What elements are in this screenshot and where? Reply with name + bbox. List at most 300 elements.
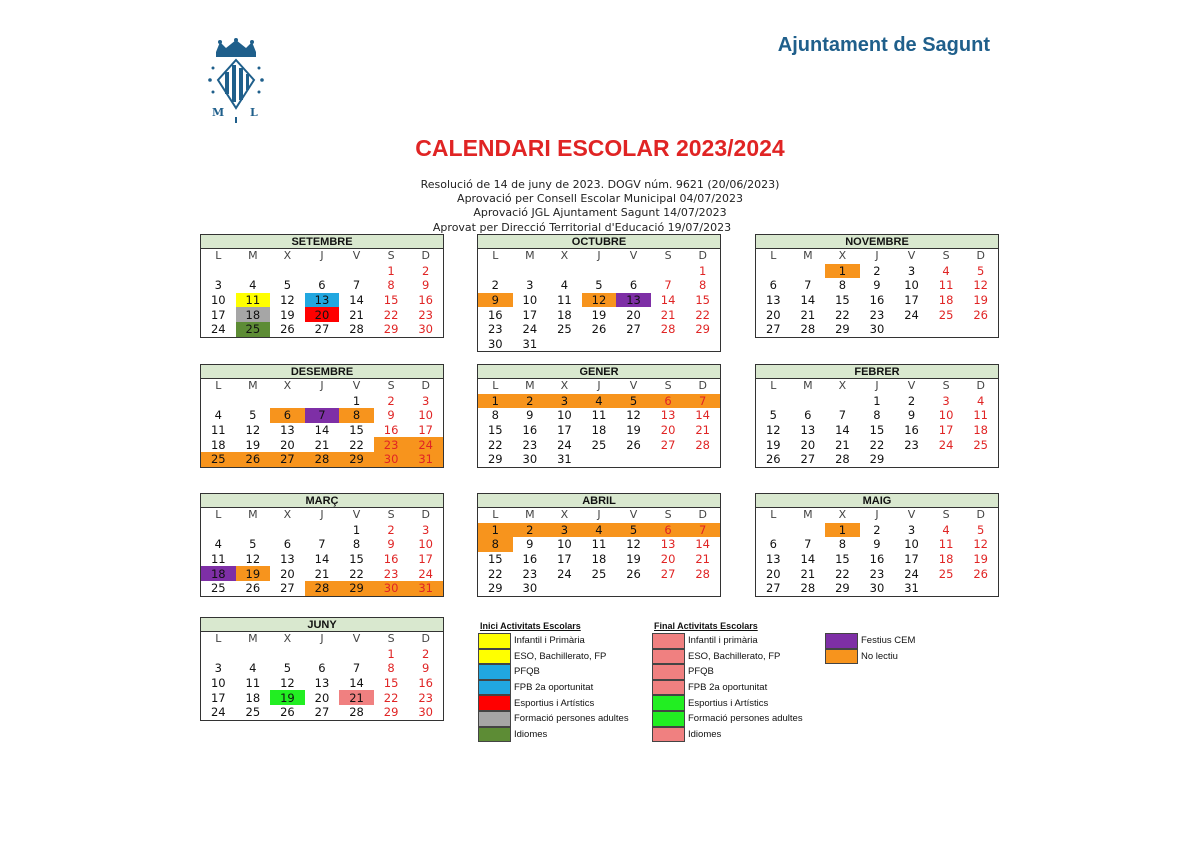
day-cell: 23 — [904, 437, 919, 452]
month-calendar — [200, 364, 444, 468]
day-cell: 12 — [973, 537, 988, 552]
day-cell: 30 — [869, 581, 885, 596]
weekday-header: X — [560, 379, 569, 393]
day-cell: 19 — [626, 423, 641, 438]
day-cell: 24 — [904, 566, 919, 581]
month-name: NOVEMBRE — [756, 235, 998, 249]
empty-cell — [305, 264, 340, 279]
weekday-header: J — [320, 632, 324, 646]
month-name: GENER — [478, 365, 720, 379]
day-cell: 1 — [387, 263, 395, 278]
day-cell: 7 — [685, 394, 720, 409]
legend-item — [478, 633, 585, 649]
day-cell: 13 — [765, 552, 781, 567]
month-calendar — [200, 493, 444, 597]
day-cell: 10 — [210, 676, 226, 691]
day-cell: 27 — [800, 452, 816, 467]
weekday-header: S — [387, 249, 395, 263]
month-name: SETEMBRE — [201, 235, 443, 249]
empty-cell — [791, 394, 826, 409]
day-cell: 16 — [522, 423, 538, 438]
day-cell: 20 — [314, 690, 330, 705]
legend-end-title: Final Activitats Escolars — [654, 621, 758, 631]
day-cell: 29 — [339, 452, 374, 467]
weekday-header: X — [283, 508, 292, 522]
month-calendar — [755, 234, 999, 338]
subtitle-line-1: Resolució de 14 de juny de 2023. DOGV núm. 9621 (20/06/2023) — [420, 178, 780, 191]
empty-cell — [201, 394, 236, 409]
day-cell: 3 — [907, 263, 916, 278]
weekday-header: X — [283, 249, 292, 263]
day-cell: 27 — [626, 322, 641, 337]
day-cell: 5 — [283, 278, 292, 293]
legend-swatch — [825, 633, 858, 649]
empty-cell — [236, 523, 271, 538]
day-cell: 24 — [408, 437, 443, 452]
day-cell: 21 — [835, 437, 850, 452]
month-name: JUNY — [201, 618, 443, 632]
day-cell: 19 — [973, 293, 988, 308]
day-cell: 1 — [825, 264, 860, 279]
day-cell: 14 — [349, 293, 364, 308]
day-cell: 21 — [339, 690, 374, 705]
day-cell: 6 — [629, 278, 638, 293]
day-cell: 12 — [280, 676, 295, 691]
day-cell: 2 — [387, 522, 395, 537]
legend-item — [652, 633, 758, 649]
weekday-header: L — [215, 632, 222, 646]
day-cell: 1 — [352, 393, 361, 408]
day-cell: 27 — [270, 452, 305, 467]
day-cell: 24 — [938, 437, 954, 452]
legend-item — [652, 649, 780, 665]
day-cell: 26 — [280, 705, 295, 720]
day-cell: 20 — [626, 307, 641, 322]
month-name: MAIG — [756, 494, 998, 508]
day-cell: 22 — [487, 437, 503, 452]
day-cell: 21 — [695, 423, 710, 438]
day-cell: 8 — [352, 537, 361, 552]
day-cell: 10 — [418, 537, 433, 552]
day-cell: 1 — [387, 646, 395, 661]
day-cell: 27 — [314, 705, 330, 720]
weekday-header: V — [352, 379, 361, 393]
weekday-header: V — [629, 508, 638, 522]
weekday-header: L — [770, 379, 777, 393]
day-cell: 3 — [214, 278, 222, 293]
day-cell: 15 — [487, 423, 503, 438]
legend-label: Formació persones adultes — [688, 713, 803, 725]
day-cell: 11 — [591, 537, 607, 552]
day-cell: 18 — [973, 423, 988, 438]
day-cell: 9 — [907, 408, 916, 423]
day-cell: 2 — [513, 394, 548, 409]
day-cell: 14 — [695, 408, 710, 423]
day-cell: 21 — [314, 566, 330, 581]
day-cell: 26 — [236, 452, 271, 467]
weekday-header: L — [215, 379, 222, 393]
day-cell: 25 — [591, 437, 607, 452]
day-cell: 9 — [387, 537, 395, 552]
day-cell: 8 — [873, 408, 881, 423]
logo-letter-m: M — [212, 106, 225, 119]
weekday-header: D — [698, 249, 707, 263]
legend-swatch — [825, 649, 858, 665]
day-cell: 29 — [869, 452, 885, 467]
day-cell: 13 — [305, 293, 340, 308]
empty-cell — [791, 264, 826, 279]
day-cell: 21 — [800, 566, 816, 581]
day-cell: 1 — [825, 523, 860, 538]
day-cell: 12 — [973, 278, 988, 293]
day-cell: 5 — [249, 408, 257, 423]
day-cell: 8 — [478, 537, 513, 552]
legend-label: Infantil i Primària — [514, 635, 585, 647]
empty-cell — [651, 337, 686, 352]
empty-cell — [339, 647, 374, 662]
empty-cell — [236, 264, 271, 279]
page-title: CALENDARI ESCOLAR 2023/2024 — [415, 135, 785, 161]
day-cell: 29 — [339, 581, 374, 596]
day-cell: 16 — [418, 293, 433, 308]
weekday-header: M — [803, 249, 813, 263]
month-name: FEBRER — [756, 365, 998, 379]
empty-cell — [201, 264, 236, 279]
empty-cell — [201, 647, 236, 662]
day-cell: 3 — [422, 522, 430, 537]
day-cell: 15 — [869, 423, 885, 438]
day-cell: 19 — [236, 566, 271, 581]
day-cell: 2 — [422, 646, 430, 661]
weekday-header: M — [803, 379, 813, 393]
weekday-header: D — [976, 249, 985, 263]
day-cell: 17 — [522, 307, 538, 322]
day-cell: 4 — [214, 537, 222, 552]
month-name: MARÇ — [201, 494, 443, 508]
weekday-header: L — [215, 508, 222, 522]
day-cell: 25 — [210, 581, 226, 596]
legend-item — [478, 695, 594, 711]
weekday-header: V — [629, 379, 638, 393]
weekday-header: S — [387, 379, 395, 393]
day-cell: 7 — [664, 278, 672, 293]
day-cell: 5 — [977, 522, 985, 537]
day-cell: 6 — [283, 537, 292, 552]
empty-cell — [305, 394, 340, 409]
day-cell: 16 — [869, 293, 885, 308]
day-cell: 19 — [626, 552, 641, 567]
day-cell: 5 — [616, 394, 651, 409]
legend-label: ESO, Bachillerato, FP — [688, 650, 781, 662]
subtitle-line-4: Aprovat per Direcció Territorial d'Educació 19/07/2023 — [432, 221, 732, 234]
empty-cell — [513, 264, 548, 279]
day-cell: 4 — [942, 263, 950, 278]
empty-cell — [685, 452, 720, 467]
day-cell: 10 — [938, 408, 954, 423]
day-cell: 22 — [835, 566, 850, 581]
day-cell: 9 — [422, 661, 430, 676]
day-cell: 16 — [383, 423, 399, 438]
empty-cell — [929, 452, 964, 467]
day-cell: 5 — [977, 263, 985, 278]
day-cell: 18 — [245, 690, 261, 705]
day-cell: 13 — [800, 423, 816, 438]
day-cell: 8 — [387, 278, 395, 293]
day-cell: 20 — [765, 307, 781, 322]
day-cell: 28 — [660, 322, 676, 337]
day-cell: 25 — [938, 307, 954, 322]
day-cell: 22 — [695, 307, 710, 322]
legend-swatch — [652, 711, 685, 727]
empty-cell — [825, 394, 860, 409]
day-cell: 3 — [907, 522, 916, 537]
weekday-header: V — [907, 508, 916, 522]
legend-swatch — [652, 633, 685, 649]
day-cell: 20 — [305, 307, 340, 322]
legend-swatch — [652, 649, 685, 665]
day-cell: 1 — [873, 393, 881, 408]
empty-cell — [616, 337, 651, 352]
month-calendar — [755, 364, 999, 468]
legend-label: Idiomes — [514, 728, 548, 740]
day-cell: 25 — [973, 437, 988, 452]
weekday-header: S — [387, 632, 395, 646]
weekday-header: J — [320, 379, 324, 393]
day-cell: 2 — [387, 393, 395, 408]
empty-cell — [270, 394, 305, 409]
day-cell: 11 — [938, 278, 954, 293]
day-cell: 15 — [349, 552, 364, 567]
day-cell: 18 — [236, 307, 271, 322]
day-cell: 28 — [695, 437, 710, 452]
weekday-header: L — [770, 508, 777, 522]
day-cell: 12 — [245, 552, 261, 567]
weekday-header: D — [421, 632, 430, 646]
weekday-header: X — [283, 632, 292, 646]
empty-cell — [929, 322, 964, 337]
day-cell: 21 — [800, 307, 816, 322]
day-cell: 14 — [349, 676, 364, 691]
day-cell: 3 — [526, 278, 534, 293]
day-cell: 30 — [418, 705, 433, 720]
day-cell: 11 — [938, 537, 954, 552]
weekday-header: M — [248, 249, 258, 263]
day-cell: 7 — [685, 523, 720, 538]
day-cell: 16 — [522, 552, 538, 567]
day-cell: 23 — [383, 566, 399, 581]
day-cell: 18 — [201, 566, 236, 581]
weekday-header: M — [525, 249, 535, 263]
empty-cell — [339, 264, 374, 279]
empty-cell — [305, 523, 340, 538]
day-cell: 15 — [835, 293, 850, 308]
day-cell: 6 — [651, 394, 686, 409]
weekday-header: M — [248, 379, 258, 393]
day-cell: 20 — [660, 423, 676, 438]
day-cell: 13 — [660, 408, 676, 423]
legend-label: FPB 2a oportunitat — [514, 682, 594, 694]
day-cell: 8 — [339, 408, 374, 423]
day-cell: 22 — [869, 437, 885, 452]
weekday-header: J — [875, 508, 879, 522]
month-calendar — [477, 364, 721, 468]
day-cell: 6 — [270, 408, 305, 423]
day-cell: 19 — [270, 690, 305, 705]
day-cell: 6 — [318, 661, 326, 676]
legend-swatch — [478, 680, 511, 696]
empty-cell — [929, 581, 964, 596]
day-cell: 11 — [591, 408, 607, 423]
weekday-header: L — [492, 249, 499, 263]
day-cell: 4 — [249, 278, 257, 293]
day-cell: 22 — [349, 437, 364, 452]
weekday-header: D — [698, 508, 707, 522]
empty-cell — [791, 523, 826, 538]
day-cell: 4 — [942, 522, 950, 537]
day-cell: 27 — [765, 322, 781, 337]
weekday-header: S — [942, 249, 950, 263]
empty-cell — [305, 647, 340, 662]
legend-item — [478, 680, 593, 696]
weekday-header: D — [976, 508, 985, 522]
empty-cell — [963, 581, 998, 596]
day-cell: 24 — [557, 566, 572, 581]
day-cell: 17 — [210, 690, 226, 705]
weekday-header: D — [421, 249, 430, 263]
day-cell: 9 — [873, 537, 881, 552]
day-cell: 7 — [804, 537, 812, 552]
day-cell: 2 — [873, 263, 881, 278]
weekday-header: J — [597, 249, 601, 263]
legend-item — [825, 649, 898, 665]
day-cell: 18 — [591, 552, 607, 567]
day-cell: 29 — [695, 322, 710, 337]
day-cell: 18 — [210, 437, 226, 452]
day-cell: 22 — [383, 307, 399, 322]
day-cell: 21 — [314, 437, 330, 452]
day-cell: 14 — [314, 552, 330, 567]
day-cell: 5 — [769, 408, 777, 423]
weekday-header: S — [942, 508, 950, 522]
empty-cell — [756, 264, 791, 279]
month-calendar — [477, 234, 721, 352]
day-cell: 9 — [478, 293, 513, 308]
legend-swatch — [478, 649, 511, 665]
weekday-header: X — [283, 379, 292, 393]
day-cell: 23 — [374, 437, 409, 452]
legend-label: Infantil i primària — [688, 635, 758, 647]
weekday-header: M — [248, 508, 258, 522]
day-cell: 31 — [408, 452, 443, 467]
weekday-header: D — [421, 508, 430, 522]
day-cell: 17 — [904, 552, 919, 567]
legend-label: Esportius i Artístics — [688, 697, 769, 709]
day-cell: 28 — [835, 452, 850, 467]
day-cell: 26 — [626, 566, 641, 581]
day-cell: 29 — [383, 322, 399, 337]
empty-cell — [894, 452, 929, 467]
day-cell: 12 — [582, 293, 617, 308]
month-name: DESEMBRE — [201, 365, 443, 379]
weekday-header: X — [838, 249, 847, 263]
day-cell: 17 — [557, 552, 572, 567]
legend-item — [652, 664, 714, 680]
day-cell: 13 — [280, 423, 295, 438]
day-cell: 22 — [349, 566, 364, 581]
day-cell: 19 — [973, 552, 988, 567]
empty-cell — [582, 264, 617, 279]
day-cell: 27 — [660, 437, 676, 452]
day-cell: 5 — [616, 523, 651, 538]
day-cell: 26 — [245, 581, 261, 596]
weekday-header: J — [875, 249, 879, 263]
day-cell: 31 — [408, 581, 443, 596]
legend-label: ESO, Bachillerato, FP — [514, 650, 607, 662]
legend-item — [652, 727, 721, 743]
day-cell: 5 — [595, 278, 603, 293]
day-cell: 10 — [557, 537, 572, 552]
day-cell: 23 — [487, 322, 503, 337]
day-cell: 3 — [942, 393, 950, 408]
day-cell: 12 — [245, 423, 261, 438]
weekday-header: L — [492, 508, 499, 522]
day-cell: 13 — [616, 293, 651, 308]
day-cell: 20 — [280, 566, 295, 581]
legend-label: No lectiu — [861, 650, 898, 662]
weekday-header: S — [664, 249, 672, 263]
day-cell: 5 — [249, 537, 257, 552]
day-cell: 15 — [695, 293, 710, 308]
day-cell: 26 — [973, 566, 988, 581]
day-cell: 23 — [869, 307, 885, 322]
day-cell: 14 — [800, 552, 816, 567]
day-cell: 11 — [245, 676, 261, 691]
day-cell: 16 — [869, 552, 885, 567]
empty-cell — [651, 581, 686, 596]
empty-cell — [651, 452, 686, 467]
subtitle-line-2: Aprovació per Consell Escolar Municipal 04/07/2023 — [457, 192, 743, 205]
day-cell: 6 — [318, 278, 326, 293]
day-cell: 9 — [873, 278, 881, 293]
day-cell: 14 — [800, 293, 816, 308]
empty-cell — [270, 264, 305, 279]
empty-cell — [201, 523, 236, 538]
day-cell: 11 — [557, 293, 572, 308]
day-cell: 27 — [765, 581, 781, 596]
weekday-header: D — [421, 379, 430, 393]
weekday-header: V — [907, 379, 916, 393]
day-cell: 25 — [245, 705, 261, 720]
weekday-header: J — [597, 379, 601, 393]
day-cell: 2 — [907, 393, 916, 408]
legend-label: Formació persones adultes — [514, 713, 629, 725]
day-cell: 29 — [487, 452, 503, 467]
legend-item — [652, 695, 768, 711]
day-cell: 17 — [210, 307, 226, 322]
day-cell: 30 — [869, 322, 885, 337]
day-cell: 22 — [383, 690, 399, 705]
day-cell: 13 — [280, 552, 295, 567]
empty-cell — [478, 264, 513, 279]
day-cell: 29 — [487, 581, 503, 596]
day-cell: 24 — [522, 322, 538, 337]
day-cell: 8 — [491, 408, 499, 423]
day-cell: 9 — [387, 408, 395, 423]
day-cell: 18 — [938, 552, 954, 567]
day-cell: 13 — [660, 537, 676, 552]
day-cell: 1 — [699, 263, 707, 278]
month-calendar — [200, 617, 444, 721]
